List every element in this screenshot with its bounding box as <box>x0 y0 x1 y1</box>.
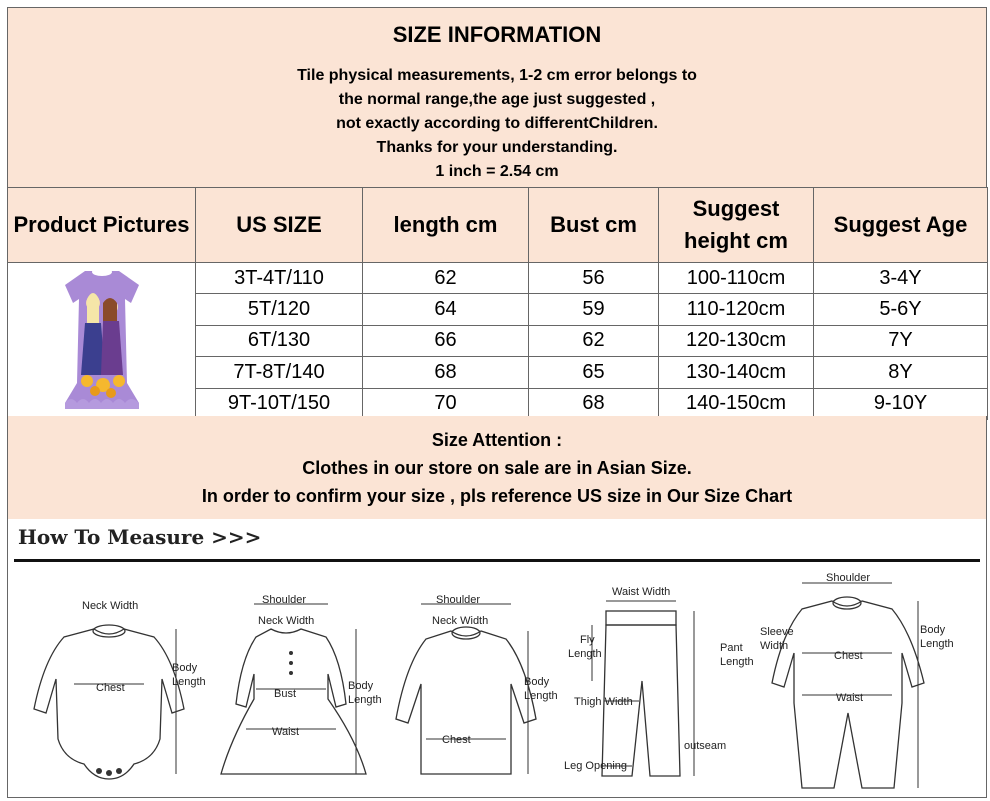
size-attention-block <box>7 416 987 520</box>
cell-bust: 56 <box>529 263 659 294</box>
label-sleeve: Sleeve <box>760 626 794 638</box>
cell-height: 110-120cm <box>659 294 814 325</box>
label-chest: Chest <box>834 650 863 662</box>
bodysuit-diagram <box>14 589 214 794</box>
cell-length: 68 <box>363 357 529 388</box>
label-pant: Pant <box>720 642 743 654</box>
size-table <box>7 187 988 420</box>
cell-height: 140-150cm <box>659 388 814 419</box>
cell-bust: 68 <box>529 388 659 419</box>
label-waist: Waist <box>272 726 300 738</box>
how-to-measure-section <box>7 519 987 798</box>
cell-age: 5-6Y <box>814 294 988 325</box>
label-body: Body <box>348 680 374 692</box>
label-shoulder: Shoulder <box>436 594 481 606</box>
cell-length: 70 <box>363 388 529 419</box>
shirt-diagram <box>396 589 566 794</box>
note-line: 1 inch = 2.54 cm <box>435 163 559 180</box>
cell-length: 66 <box>363 325 529 356</box>
size-information-title <box>7 7 987 62</box>
label-length: Length <box>348 694 382 706</box>
attention-line: In order to confirm your size , pls reference US size in Our Size Chart <box>201 486 793 506</box>
table-row <box>8 263 988 294</box>
label-neck-width: Neck Width <box>258 615 315 627</box>
note-line: Thanks for your understanding. <box>376 139 618 156</box>
label-chest: Chest <box>442 734 471 746</box>
col-header-bust: Bust cm <box>529 188 659 263</box>
cell-age: 7Y <box>814 325 988 356</box>
cell-us-size: 6T/130 <box>196 325 363 356</box>
product-picture-cell <box>8 263 196 420</box>
col-header-us-size: US SIZE <box>196 188 363 263</box>
header-line: height cm <box>684 228 788 253</box>
label-length: Length <box>524 690 558 702</box>
note-line: not exactly according to differentChildren. <box>336 115 658 132</box>
label-chest: Chest <box>96 682 125 694</box>
label-body: Body <box>920 624 946 636</box>
label-outseam: outseam <box>684 740 727 752</box>
cell-length: 62 <box>363 263 529 294</box>
label-bust: Bust <box>274 688 297 700</box>
pants-diagram <box>554 581 754 794</box>
cell-us-size: 3T-4T/110 <box>196 263 363 294</box>
cell-length: 64 <box>363 294 529 325</box>
label-shoulder: Shoulder <box>262 594 307 606</box>
dress-image <box>47 263 157 413</box>
label-leg-opening: Leg Opening <box>564 760 627 772</box>
cell-us-size: 5T/120 <box>196 294 363 325</box>
col-header-suggest-age: Suggest Age <box>814 188 988 263</box>
label-thigh-width: Thigh Width <box>574 696 633 708</box>
label-fly: Fly <box>580 634 595 646</box>
attention-title: Size Attention : <box>431 430 563 450</box>
title-text: SIZE INFORMATION <box>392 21 602 47</box>
cell-bust: 62 <box>529 325 659 356</box>
col-header-suggest-height <box>659 188 814 263</box>
label-length: Length <box>568 648 602 660</box>
label-width: Width <box>760 640 789 652</box>
table-header-row <box>8 188 988 263</box>
label-waist: Waist <box>836 692 864 704</box>
cell-height: 120-130cm <box>659 325 814 356</box>
cell-bust: 65 <box>529 357 659 388</box>
col-header-length: length cm <box>363 188 529 263</box>
cell-height: 130-140cm <box>659 357 814 388</box>
attention-line: Clothes in our store on sale are in Asian Size. <box>302 458 692 478</box>
cell-us-size: 9T-10T/150 <box>196 388 363 419</box>
divider <box>14 559 980 562</box>
label-body: Body <box>172 662 198 674</box>
cell-bust: 59 <box>529 294 659 325</box>
header-line: Suggest <box>692 196 780 221</box>
dress-diagram <box>216 589 386 794</box>
notes-block <box>7 61 987 188</box>
label-neck-width: Neck Width <box>432 615 489 627</box>
cell-age: 8Y <box>814 357 988 388</box>
cell-height: 100-110cm <box>659 263 814 294</box>
label-neck-width: Neck Width <box>82 600 139 612</box>
romper-diagram <box>752 573 978 794</box>
cell-age: 3-4Y <box>814 263 988 294</box>
label-length: Length <box>172 676 206 688</box>
label-length: Length <box>720 656 754 668</box>
col-header-product-pictures: Product Pictures <box>8 188 196 263</box>
label-length: Length <box>920 638 954 650</box>
note-line: the normal range,the age just suggested , <box>338 91 656 108</box>
label-waist-width: Waist Width <box>612 586 671 598</box>
label-body: Body <box>524 676 550 688</box>
label-shoulder: Shoulder <box>826 572 871 584</box>
cell-us-size: 7T-8T/140 <box>196 357 363 388</box>
how-to-measure-title: How To Measure >>> <box>18 525 262 549</box>
cell-age: 9-10Y <box>814 388 988 419</box>
note-line: Tile physical measurements, 1-2 cm error belongs to <box>297 67 697 84</box>
